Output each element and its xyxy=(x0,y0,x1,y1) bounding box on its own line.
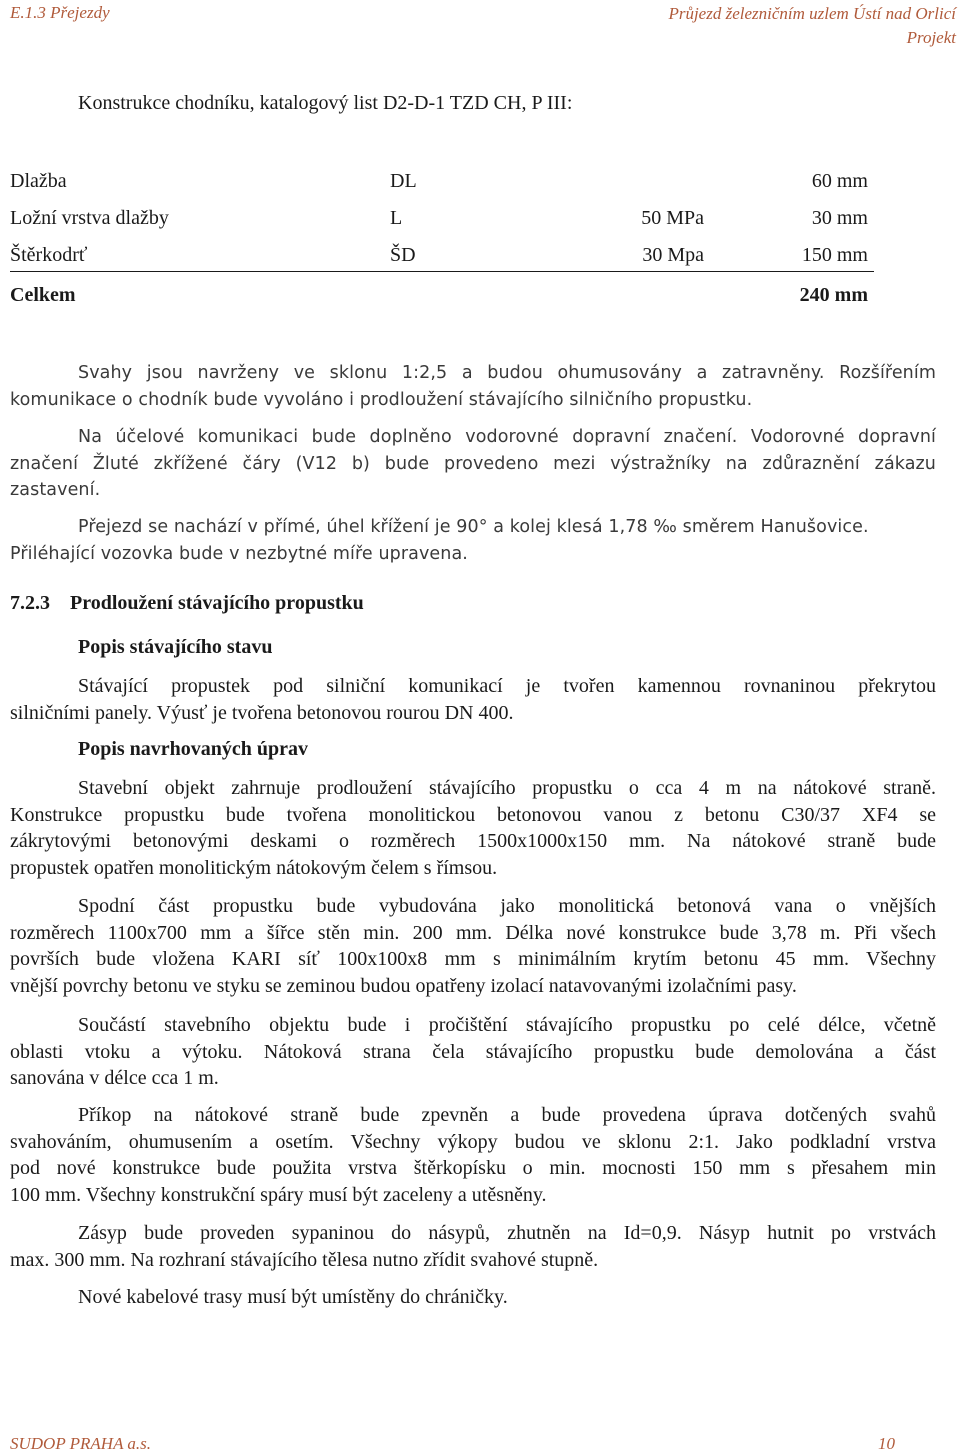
paragraph-crossing xyxy=(10,514,936,567)
text-line: Spodní část propustku bude vybudována jako monolitická betonová vana o vnějších xyxy=(78,895,936,917)
layer-thickness: 150 mm xyxy=(801,244,868,266)
text-line: komunikace o chodník bude vyvoláno i prodloužení stávajícího silničního propustku. xyxy=(10,389,753,410)
layer-code: ŠD xyxy=(390,244,416,266)
paragraph-existing-culvert xyxy=(10,673,936,726)
total-thickness: 240 mm xyxy=(799,284,868,306)
text-line: 100 mm. Všechny konstrukční spáry musí být zaceleny a utěsněny. xyxy=(10,1183,547,1206)
text-line: Přiléhající vozovka bude v nezbytné míře upravena. xyxy=(10,543,468,564)
text-line: površích bude vložena KARI síť 100x100x8 mm s minimálním krytím betonu 45 mm. Všechny xyxy=(10,948,936,970)
layer-thickness: 30 mm xyxy=(811,207,868,229)
text-line: sanována v délce cca 1 m. xyxy=(10,1067,219,1089)
header-section-label: E.1.3 Přejezdy xyxy=(10,3,110,22)
text-line: zastavení. xyxy=(10,480,101,500)
layer-modulus: 30 Mpa xyxy=(642,244,704,266)
layer-name: Ložní vrstva dlažby xyxy=(10,207,169,229)
layer-thickness: 60 mm xyxy=(811,170,868,192)
table-divider xyxy=(10,271,874,272)
text-line: Stavební objekt zahrnuje prodloužení stávajícího propustku o cca 4 m na nátokové straně. xyxy=(78,777,936,799)
text-line: Konstrukce propustku bude tvořena monolitickou betonovou vanou z betonu C30/37 XF4 se xyxy=(10,803,936,826)
text-line: Svahy jsou navrženy ve sklonu 1:2,5 a budou ohumusovány a zatravněny. Rozšířením xyxy=(78,363,936,383)
layer-name: Štěrkodrť xyxy=(10,244,88,266)
construction-title: Konstrukce chodníku, katalogový list D2-D-1 TZD CH, P III: xyxy=(78,92,573,114)
text-line: rozměrech 1100x700 mm a šířce stěn min. 200 mm. Délka nové konstrukce bude 3,78 m. Při všech xyxy=(10,921,936,944)
header-project-phase: Projekt xyxy=(906,28,956,47)
paragraph-slopes xyxy=(10,360,936,413)
text-line: oblasti vtoku a výtoku. Nátoková strana čela stávajícího propustku bude demolována a část xyxy=(10,1040,936,1063)
paragraph-bottom-part xyxy=(10,893,936,999)
text-line: zákrytovými betonovými deskami o rozměrech 1500x1000x150 mm. Na nátokové straně bude xyxy=(10,830,936,852)
paragraph-cleaning xyxy=(10,1012,936,1092)
text-line: Příkop na nátokové straně bude zpevněn a bude provedena úprava dotčených svahů xyxy=(78,1104,936,1126)
paragraph-marking xyxy=(10,424,936,504)
layer-code: L xyxy=(390,207,403,229)
paragraph-extension xyxy=(10,775,936,881)
text-line: propustek opatřen monolitickým nátokovým čelem s římsou. xyxy=(10,856,498,879)
section-heading xyxy=(10,592,364,615)
footer-page-number: 10 xyxy=(878,1434,895,1453)
paragraph-cables: Nové kabelové trasy musí být umístěny do chráničky. xyxy=(78,1286,508,1308)
paragraph-backfill xyxy=(10,1220,936,1273)
footer-company: SUDOP PRAHA a.s. xyxy=(10,1434,152,1453)
text-line: Zásyp bude proveden sypaninou do násypů, zhutněn na Id=0,9. Násyp hutnit po vrstvách xyxy=(78,1222,936,1244)
text-line: svahováním, ohumusením a osetím. Všechny výkopy budou ve sklonu 2:1. Jako podkladní vrstva xyxy=(10,1130,936,1153)
header-project-title xyxy=(668,2,956,50)
text-line: vnější povrchy betonu ve styku se zeminou budou opatřeny izolací natavovanými izolačními pasy. xyxy=(10,974,797,997)
text-line: značení Žluté zkřížené čáry (V12 b) bude provedeno mezi výstražníky na zdůraznění zákazu xyxy=(10,453,936,474)
total-label: Celkem xyxy=(10,284,76,306)
text-line: Součástí stavebního objektu bude i pročištění stávajícího propustku po celé délce, včetně xyxy=(78,1014,936,1036)
text-line: max. 300 mm. Na rozhraní stávajícího tělesa nutno zřídit svahové stupně. xyxy=(10,1248,599,1271)
text-line: silničními panely. Výusť je tvořena betonovou rourou DN 400. xyxy=(10,701,514,724)
layer-name: Dlažba xyxy=(10,170,67,192)
layer-modulus: 50 MPa xyxy=(641,207,704,229)
section-number: 7.2.3 xyxy=(10,592,50,614)
text-line: Na účelové komunikaci bude doplněno vodorovné dopravní značení. Vodorovné dopravní xyxy=(78,427,936,447)
text-line: Stávající propustek pod silniční komunikací je tvořen kamennou rovnaninou překrytou xyxy=(78,675,936,697)
text-line: pod nové konstrukce bude použita vrstva štěrkopísku o min. mocnosti 150 mm s přesahem min xyxy=(10,1157,936,1179)
header-project-name: Průjezd železničním uzlem Ústí nad Orlicí xyxy=(668,4,956,23)
paragraph-ditch xyxy=(10,1102,936,1208)
subheading-proposed-works: Popis navrhovaných úprav xyxy=(78,738,309,760)
text-line: Přejezd se nachází v přímé, úhel křížení je 90° a kolej klesá 1,78 ‰ směrem Hanušovice. xyxy=(78,517,869,537)
section-title: Prodloužení stávajícího propustku xyxy=(70,592,364,614)
subheading-existing-state: Popis stávajícího stavu xyxy=(78,636,273,658)
layer-code: DL xyxy=(390,170,417,192)
